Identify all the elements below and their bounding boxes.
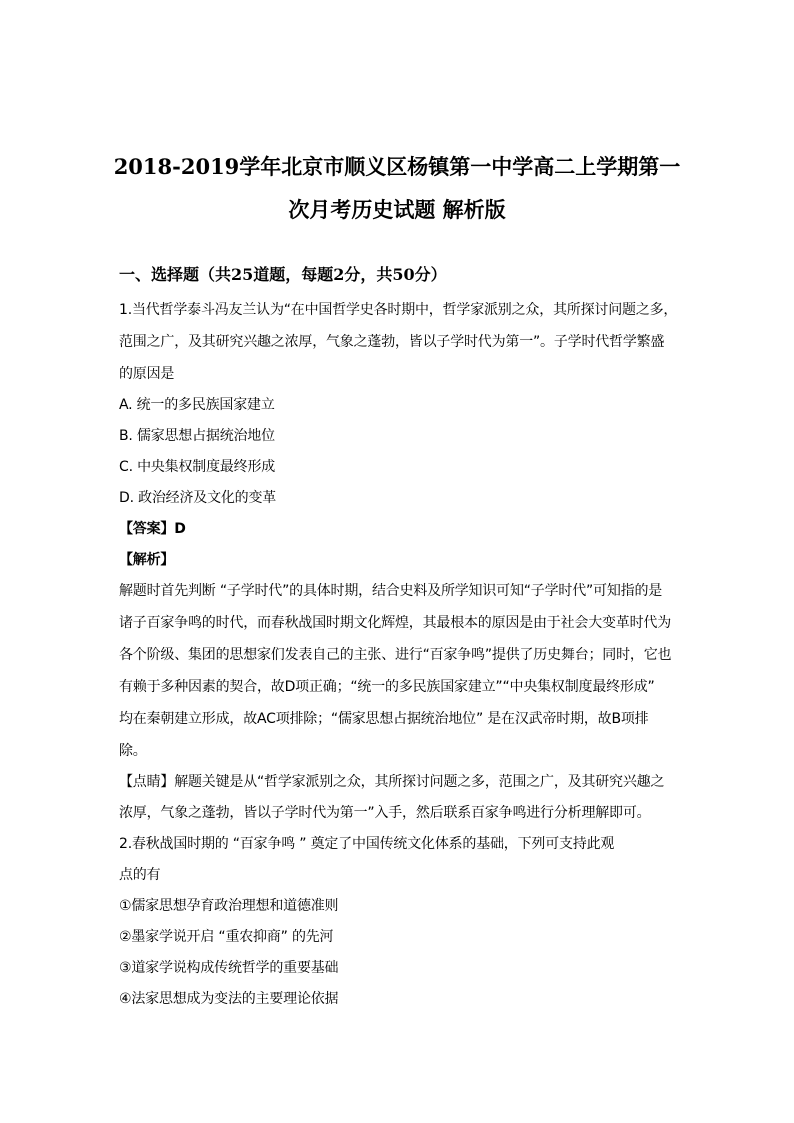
q1-option-c: C. 中央集权制度最终形成 — [119, 459, 276, 475]
q2-item: ②墨家学说开启 “重农抑商” 的先河 — [119, 929, 334, 945]
q1-analysis-line: 解题时首先判断 “子学时代”的具体时期，结合史料及所学知识可知“子学时代”可知指的是 — [119, 583, 663, 599]
q1-option-a: A. 统一的多民族国家建立 — [119, 397, 275, 413]
q2-item: ①儒家思想孕育政治理想和道德准则 — [119, 898, 339, 914]
q1-option-b: B. 儒家思想占据统治地位 — [119, 428, 275, 444]
q2-item: ③道家学说构成传统哲学的重要基础 — [119, 960, 339, 976]
q1-analysis-line: 均在秦朝建立形成，故AC项排除；“儒家思想占据统治地位” 是在汉武帝时期，故B项排 — [119, 711, 649, 727]
document-title-line-1: 2018-2019学年北京市顺义区杨镇第一中学高二上学期第一 — [113, 154, 681, 179]
q1-stem-line: 1.当代哲学泰斗冯友兰认为“在中国哲学史各时期中，哲学家派别之众，其所探讨问题之多， — [119, 302, 678, 318]
q1-option-d: D. 政治经济及文化的变革 — [119, 490, 277, 506]
q1-analysis-line: 除。 — [119, 743, 147, 759]
q1-stem-line: 的原因是 — [119, 366, 175, 382]
q1-analysis-line: 诸子百家争鸣的时代，而春秋战国时期文化辉煌，其最根本的原因是由于社会大变革时代为 — [119, 615, 671, 631]
q1-answer: 【答案】D — [119, 521, 186, 537]
q1-stem-line: 范围之广，及其研究兴趣之浓厚，气象之蓬勃，皆以子学时代为第一”。子学时代哲学繁盛 — [119, 334, 665, 350]
q1-tip-line: 【点睛】解题关键是从“哲学家派别之众，其所探讨问题之多，范围之广，及其研究兴趣之 — [119, 774, 665, 790]
section-heading: 一、选择题（共25道题，每题2分，共50分） — [119, 265, 447, 284]
q2-item: ④法家思想成为变法的主要理论依据 — [119, 991, 339, 1007]
q1-analysis-line: 各个阶级、集团的思想家们发表自己的主张、进行“百家争鸣”提供了历史舞台；同时，它也 — [119, 647, 672, 663]
document-title-line-2: 次月考历史试题 解析版 — [288, 197, 506, 222]
q1-analysis-line: 有赖于多种因素的契合，故D项正确；“统一的多民族国家建立”“中央集权制度最终形成” — [119, 679, 655, 695]
q2-stem-line: 点的有 — [119, 867, 161, 883]
q2-stem-line: 2.春秋战国时期的 “百家争鸣 ” 奠定了中国传统文化体系的基础，下列可支持此观 — [119, 836, 615, 852]
q1-analysis-heading: 【解析】 — [119, 552, 175, 568]
q1-tip-line: 浓厚，气象之蓬勃，皆以子学时代为第一”入手，然后联系百家争鸣进行分析理解即可。 — [119, 805, 651, 821]
